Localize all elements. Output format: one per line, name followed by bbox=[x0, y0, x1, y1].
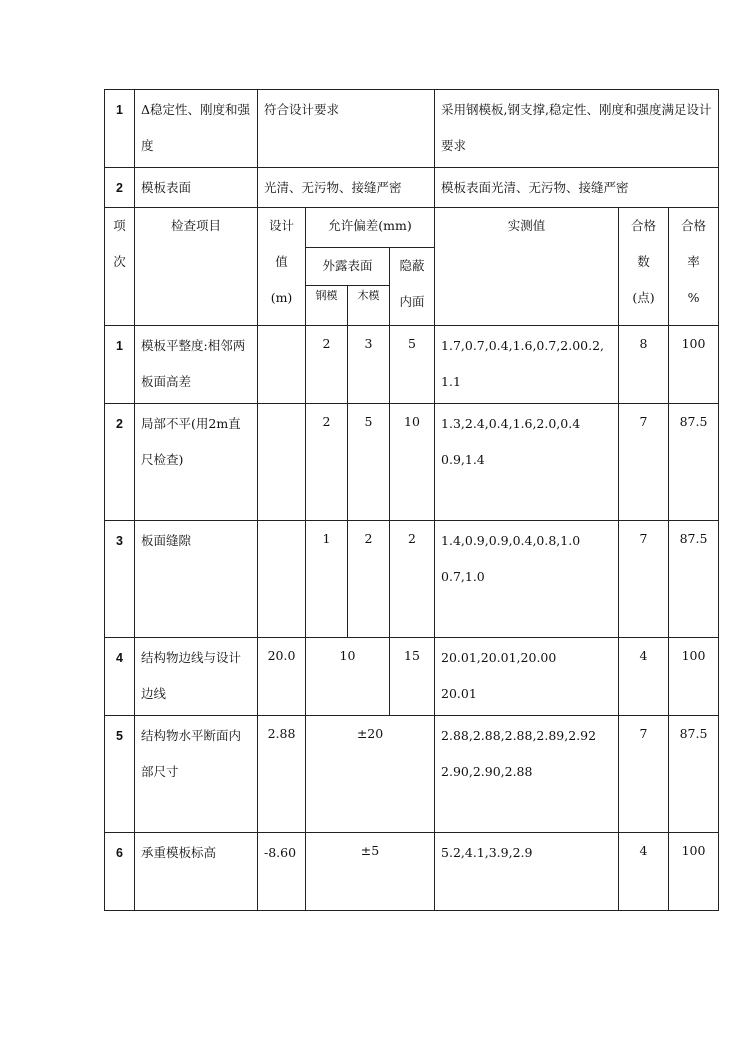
requirement: 符合设计要求 bbox=[258, 90, 435, 168]
hidden-tolerance: 10 bbox=[390, 404, 435, 521]
header-wood: 木模 bbox=[348, 286, 390, 326]
check-item: 结构物水平断面内部尺寸 bbox=[135, 716, 258, 833]
pass-count: 4 bbox=[619, 638, 669, 716]
check-item: 模板平整度:相邻两板面高差 bbox=[135, 326, 258, 404]
row-number: 6 bbox=[105, 833, 135, 911]
table-row bbox=[105, 168, 719, 208]
header-item: 检查项目 bbox=[135, 208, 258, 326]
row-number: 5 bbox=[105, 716, 135, 833]
wood-tolerance: 2 bbox=[348, 521, 390, 638]
pass-count: 7 bbox=[619, 716, 669, 833]
check-item: Δ稳定性、刚度和强度 bbox=[135, 90, 258, 168]
table-row bbox=[105, 90, 719, 168]
hidden-tolerance: 5 bbox=[390, 326, 435, 404]
row-number: 2 bbox=[105, 168, 135, 208]
header-tolerance: 允许偏差(mm) bbox=[306, 208, 435, 248]
wood-tolerance: 5 bbox=[348, 404, 390, 521]
pass-rate: 87.5 bbox=[669, 404, 719, 521]
tolerance: ±20 bbox=[306, 716, 435, 833]
header-pass-count: 合格 数 (点) bbox=[619, 208, 669, 326]
design-value: -8.60 bbox=[258, 833, 306, 911]
hidden-tolerance: 2 bbox=[390, 521, 435, 638]
pass-rate: 100 bbox=[669, 833, 719, 911]
measured-value: 5.2,4.1,3.9,2.9 bbox=[435, 833, 619, 911]
row-number: 3 bbox=[105, 521, 135, 638]
hidden-tolerance: 15 bbox=[390, 638, 435, 716]
design-value bbox=[258, 326, 306, 404]
pass-count: 8 bbox=[619, 326, 669, 404]
pass-rate: 87.5 bbox=[669, 716, 719, 833]
design-value bbox=[258, 404, 306, 521]
inspection-table bbox=[104, 89, 719, 911]
header-row bbox=[105, 208, 719, 248]
row-number: 4 bbox=[105, 638, 135, 716]
wood-tolerance: 3 bbox=[348, 326, 390, 404]
check-item: 模板表面 bbox=[135, 168, 258, 208]
exposed-tolerance: 10 bbox=[306, 638, 390, 716]
measured-value: 1.4,0.9,0.9,0.4,0.8,1.0 0.7,1.0 bbox=[435, 521, 619, 638]
measured-value: 模板表面光清、无污物、接缝严密 bbox=[435, 168, 719, 208]
pass-count: 7 bbox=[619, 521, 669, 638]
table-row bbox=[105, 716, 719, 833]
check-item: 结构物边线与设计边线 bbox=[135, 638, 258, 716]
steel-tolerance: 1 bbox=[306, 521, 348, 638]
pass-rate: 87.5 bbox=[669, 521, 719, 638]
design-value: 20.0 bbox=[258, 638, 306, 716]
steel-tolerance: 2 bbox=[306, 404, 348, 521]
header-no: 项 次 bbox=[105, 208, 135, 326]
pass-rate: 100 bbox=[669, 638, 719, 716]
row-number: 1 bbox=[105, 90, 135, 168]
pass-count: 7 bbox=[619, 404, 669, 521]
measured-value: 2.88,2.88,2.88,2.89,2.92 2.90,2.90,2.88 bbox=[435, 716, 619, 833]
requirement: 光清、无污物、接缝严密 bbox=[258, 168, 435, 208]
row-number: 1 bbox=[105, 326, 135, 404]
header-design: 设计 值 (m) bbox=[258, 208, 306, 326]
tolerance: ±5 bbox=[306, 833, 435, 911]
header-hidden: 隐蔽 内面 bbox=[390, 248, 435, 326]
header-pass-rate: 合格 率 % bbox=[669, 208, 719, 326]
measured-value: 20.01,20.01,20.00 20.01 bbox=[435, 638, 619, 716]
header-exposed: 外露表面 bbox=[306, 248, 390, 286]
table-row bbox=[105, 521, 719, 638]
pass-count: 4 bbox=[619, 833, 669, 911]
measured-value: 1.3,2.4,0.4,1.6,2.0,0.4 0.9,1.4 bbox=[435, 404, 619, 521]
check-item: 承重模板标高 bbox=[135, 833, 258, 911]
check-item: 局部不平(用2m直尺检查) bbox=[135, 404, 258, 521]
table-row bbox=[105, 326, 719, 404]
measured-value: 1.7,0.7,0.4,1.6,0.7,2.00.2,1.1 bbox=[435, 326, 619, 404]
row-number: 2 bbox=[105, 404, 135, 521]
pass-rate: 100 bbox=[669, 326, 719, 404]
header-measured: 实测值 bbox=[435, 208, 619, 326]
design-value: 2.88 bbox=[258, 716, 306, 833]
steel-tolerance: 2 bbox=[306, 326, 348, 404]
header-steel: 钢模 bbox=[306, 286, 348, 326]
table-row bbox=[105, 638, 719, 716]
design-value bbox=[258, 521, 306, 638]
table-row bbox=[105, 404, 719, 521]
check-item: 板面缝隙 bbox=[135, 521, 258, 638]
table-row bbox=[105, 833, 719, 911]
measured-value: 采用钢模板,钢支撑,稳定性、刚度和强度满足设计要求 bbox=[435, 90, 719, 168]
